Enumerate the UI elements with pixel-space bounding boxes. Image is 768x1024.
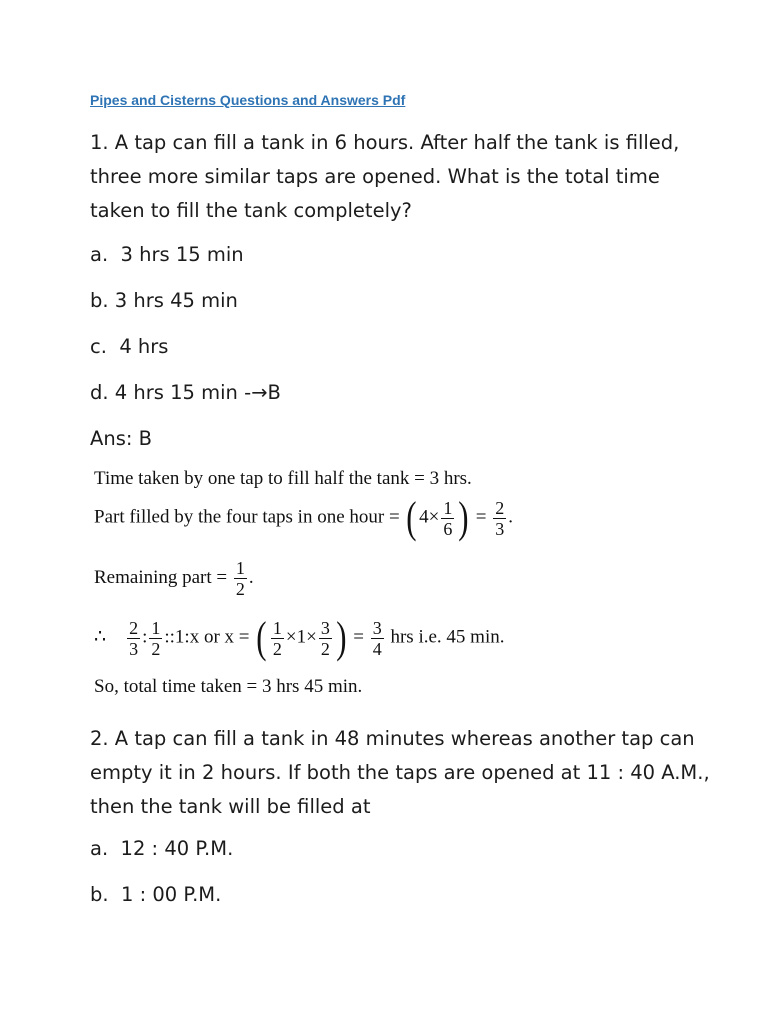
- option-2a: a. 12 : 40 P.M.: [90, 837, 234, 860]
- multiply-text: ×1×: [285, 626, 317, 648]
- option-1c: c. 4 hrs: [90, 335, 169, 358]
- fraction-numerator: 2: [495, 497, 505, 518]
- option-1d-text: d. 4 hrs 15 min -: [90, 381, 252, 404]
- fraction: [371, 618, 384, 659]
- left-paren: (: [406, 493, 417, 542]
- question-2-line-3: then the tank will be filled at: [90, 795, 371, 818]
- option-2b: b. 1 : 00 P.M.: [90, 883, 222, 906]
- question-1-line-1: 1. A tap can fill a tank in 6 hours. After half the tank is filled,: [90, 131, 680, 154]
- ratio-text: ::1:x or x =: [164, 626, 255, 648]
- right-paren: ): [336, 613, 347, 662]
- question-1-line-3: taken to fill the tank completely?: [90, 199, 412, 222]
- solution-line-3: [94, 558, 254, 599]
- left-paren: (: [256, 613, 267, 662]
- solution-line-4: [94, 613, 505, 662]
- question-2-line-1: 2. A tap can fill a tank in 48 minutes whereas another tap can: [90, 727, 695, 750]
- fraction-numerator: 1: [443, 497, 453, 518]
- fraction: [319, 618, 332, 659]
- period: .: [248, 566, 254, 588]
- option-1d: [90, 376, 281, 410]
- fraction: [271, 618, 284, 659]
- solution-line-3-text: Remaining part =: [94, 566, 232, 588]
- solution-line-2: [94, 493, 513, 542]
- fraction: [127, 618, 140, 659]
- right-paren: ): [458, 493, 469, 542]
- fraction-numerator: 1: [272, 617, 282, 638]
- fraction-numerator: 1: [151, 617, 161, 638]
- fraction-denominator: 3: [129, 638, 139, 659]
- solution-line-2-inner: 4×: [419, 506, 440, 528]
- fraction: [441, 498, 454, 539]
- solution-line-2-text: Part filled by the four taps in one hour =: [94, 506, 405, 528]
- fraction-denominator: 2: [235, 579, 245, 599]
- fraction-denominator: 6: [443, 518, 453, 539]
- therefore-symbol: ∴: [94, 626, 107, 648]
- fraction-denominator: 3: [495, 518, 505, 539]
- solution-line-1: Time taken by one tap to fill half the tank = 3 hrs.: [94, 468, 472, 489]
- equals: =: [348, 626, 369, 648]
- answer-1: Ans: B: [90, 427, 153, 450]
- question-2-line-2: empty it in 2 hours. If both the taps are opened at 11 : 40 A.M.,: [90, 761, 710, 784]
- question-1-line-2: three more similar taps are opened. What is the total time: [90, 165, 660, 188]
- fraction-numerator: 3: [372, 617, 382, 638]
- fraction: [149, 618, 162, 659]
- colon: :: [142, 626, 148, 648]
- equals: =: [470, 506, 492, 528]
- fraction: [234, 558, 247, 599]
- fraction-numerator: 1: [235, 558, 245, 578]
- fraction: [493, 498, 506, 539]
- option-1b: b. 3 hrs 45 min: [90, 289, 238, 312]
- fraction-denominator: 2: [320, 638, 330, 659]
- solution-line-4-end: hrs i.e. 45 min.: [385, 626, 505, 648]
- fraction-numerator: 3: [320, 617, 330, 638]
- period: .: [508, 506, 513, 528]
- option-1d-suffix: B: [267, 381, 281, 404]
- document-title-link[interactable]: Pipes and Cisterns Questions and Answers Pdf: [90, 92, 406, 108]
- fraction-denominator: 2: [272, 638, 282, 659]
- arrow-icon: →: [251, 381, 268, 404]
- fraction-denominator: 2: [151, 638, 161, 659]
- fraction-denominator: 4: [372, 638, 382, 659]
- fraction-numerator: 2: [129, 617, 139, 638]
- solution-line-5: So, total time taken = 3 hrs 45 min.: [94, 676, 363, 697]
- option-1a: a. 3 hrs 15 min: [90, 243, 244, 266]
